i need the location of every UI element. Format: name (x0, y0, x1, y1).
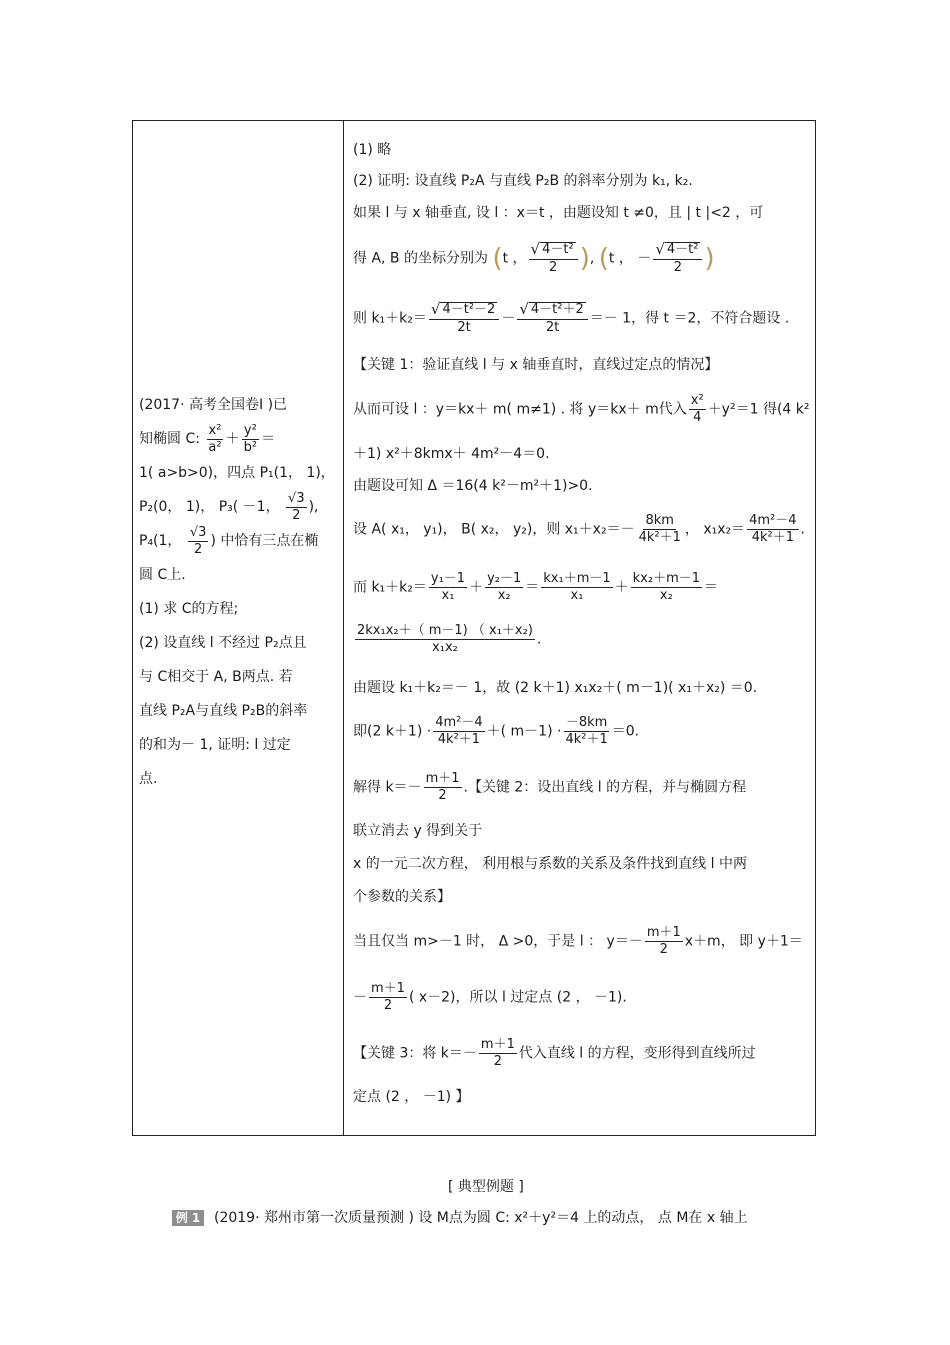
fraction: √ 4－t²－2 2t (429, 302, 499, 335)
solution-line: 解得 k＝－ $\frac{m+1}{2}$ .【关键 2：设出直线 l 的方程，并与椭圆方程 (353, 771, 747, 803)
key-note: 【关键 3：将 k＝－ $\frac{m+1}{2}$ 代入直线 l 的方程，变形得到直线所过 (353, 1037, 756, 1069)
fraction: $\frac{\text{kx₁＋m－1}}{\text{x₁}}$ (543, 571, 611, 603)
example-text: (2019· 郑州市第一次质量预测 ) 设 M点为圆 C: x²＋y²＝4 上的动点， 点 M在 x 轴上 (214, 1210, 748, 1226)
left-paren: ( (492, 243, 503, 274)
fraction: $\frac{\text{kx₂＋m－1}}{\text{x₂}}$ (632, 571, 701, 603)
fraction: $\frac{\text{y₁－1}}{\text{x₁}}$ (430, 571, 466, 603)
solution-line: 即(2 k＋1) · $\frac{\text{4m²－4}}{\text{4k²＋1}}$ ＋( m－1) · $\frac{-8km}{\text{4k²＋1}}$ ＝0. (353, 715, 640, 747)
fraction: $\frac{-8km}{\text{4k²＋1}}$ (565, 715, 608, 747)
fraction: $\frac{\text{x²}}{\text{a²}}$ (208, 422, 222, 455)
fraction: $\frac{\text{x²}}{4}$ (690, 393, 704, 425)
fraction: √ 4－t²＋2 2t (517, 302, 587, 335)
solution-line: ＋1) x²＋8kmx＋ 4m²－4＝0. (353, 446, 550, 462)
problem-line: 点. (139, 771, 158, 787)
fraction: √ 4－t² 2 (529, 242, 578, 275)
problem-line: 与 C相交于 A, B两点. 若 (139, 669, 293, 685)
fraction: $\frac{\text{4m²－4}}{\text{4k²＋1}}$ (435, 715, 483, 747)
fraction: $\frac{m+1}{2}$ (480, 1037, 515, 1069)
fraction: $\frac{m+1}{2}$ (371, 981, 405, 1013)
problem-line: 的和为－ 1, 证明: l 过定 (139, 737, 291, 753)
problem-line: (2) 设直线 l 不经过 P₂点且 (139, 635, 307, 651)
fraction: $\frac{√3}{2}$ (288, 490, 305, 523)
solution-line: 从而可设 l ：y＝kx＋ m( m≠1) . 将 y＝kx＋ m代入 $\frac{\text{x²}}{4}$ ＋y²＝1 得(4 k² (353, 393, 810, 425)
solution-line: － $\frac{m+1}{2}$ ( x－2)，所以 l 过定点 (2 ， －1). (353, 981, 627, 1013)
solution-line: 由题设可知 Δ ＝16(4 k²－m²＋1)>0. (353, 478, 593, 494)
solution-line: 当且仅当 m>－1 时， Δ >0，于是 l ： y＝－ $\frac{m+1}{2}$ x＋m， 即 y＋1＝ (353, 925, 803, 957)
key-note: 【关键 1：验证直线 l 与 x 轴垂直时，直线过定点的情况】 (353, 357, 719, 373)
problem-line: P₄(1， $\frac{√3}{2}$ ) 中恰有三点在椭 (139, 524, 319, 557)
fraction: $\frac{√3}{2}$ (189, 524, 207, 557)
solution-line: (2) 证明: 设直线 P₂A 与直线 P₂B 的斜率分别为 k₁, k₂. (353, 173, 693, 189)
fraction: $\frac{m+1}{2}$ (425, 771, 460, 803)
fraction: $\frac{\text{y²}}{\text{b²}}$ (243, 422, 258, 455)
key-note: 联立消去 y 得到关于 (353, 823, 483, 839)
solution-line: 则 k₁＋k₂＝ √ 4－t²－2 2t － √ 4－t²＋2 2t ＝－ 1，得 t ＝2，不符合题设 . (353, 300, 790, 335)
fraction: $\frac{\text{2kx₁x₂＋（ m－1) （ x₁＋x₂)}}{\text{x₁x₂}}$ (357, 623, 533, 655)
key-note: 个参数的关系】 (353, 889, 451, 905)
right-paren: ) (704, 243, 715, 274)
problem-statement (139, 388, 335, 796)
solution-line: 设 A( x₁， y₁)， B( x₂， y₂)，则 x₁＋x₂＝－ $\frac{8km}{\text{4k²＋1}}$ ， x₁x₂＝ $\frac{\text{4m²－4}}{\text{4k²＋1}}$ . (353, 513, 805, 545)
section-title: [ 典型例题 ] (448, 1179, 524, 1195)
fraction: $\frac{8km}{\text{4k²＋1}}$ (638, 513, 681, 545)
left-paren: ( (598, 243, 609, 274)
problem-line: P₂(0， 1)， P₃( －1， $\frac{√3}{2}$ ), (139, 490, 319, 523)
example-badge: 例 1 (172, 1210, 204, 1226)
fraction: √ 4－t² 2 (653, 242, 702, 275)
key-note: 定点 (2 ， －1) 】 (353, 1089, 470, 1105)
solution-line: 如果 l 与 x 轴垂直, 设 l ：x＝t ，由题设知 t ≠0，且 | t |<2 ，可 (353, 205, 764, 221)
solution-line: 由题设 k₁＋k₂＝－ 1，故 (2 k＋1) x₁x₂＋( m－1)( x₁＋x₂) ＝0. (353, 680, 758, 696)
solution-line: 得 A, B 的坐标分别为 (t ， √ 4－t² 2 ), (t ， － √ 4－t² 2 ) (353, 240, 715, 275)
solution-line: 而 k₁＋k₂＝ $\frac{\text{y₁－1}}{\text{x₁}}$ ＋ $\frac{\text{y₂－1}}{\text{x₂}}$ ＝ $\frac{\text{kx₁＋m－1}}{\text{x₁}}$ ＋ $\frac{\text{kx₂＋m－1}}{\text{x₂}}$ ＝ (353, 571, 719, 603)
problem-line: 直线 P₂A与直线 P₂B的斜率 (139, 703, 308, 719)
fraction: $\frac{\text{y₂－1}}{\text{x₂}}$ (487, 571, 522, 603)
problem-line: 知椭圆 C: $\frac{\text{x²}}{\text{a²}}$ ＋ $\frac{\text{y²}}{\text{b²}}$ ＝ (139, 422, 276, 455)
example-line (172, 1207, 748, 1227)
problem-line: 1( a>b>0)，四点 P₁(1， 1)， (139, 465, 335, 481)
problem-line: (2017· 高考全国卷Ⅰ )已 (139, 397, 288, 413)
table-column-divider (343, 120, 344, 1136)
solution-line: $\frac{\text{2kx₁x₂＋（ m－1) （ x₁＋x₂)}}{\text{x₁x₂}}$ . (357, 623, 542, 655)
problem-line: (1) 求 C的方程; (139, 601, 239, 617)
fraction: $\frac{m+1}{2}$ (646, 925, 681, 957)
right-paren: ) (579, 243, 590, 274)
key-note: x 的一元二次方程， 利用根与系数的关系及条件找到直线 l 中两 (353, 856, 747, 872)
fraction: $\frac{\text{4m²－4}}{\text{4k²＋1}}$ (749, 513, 797, 545)
problem-line: 圆 C上. (139, 567, 186, 583)
solution-line: (1) 略 (353, 142, 392, 158)
